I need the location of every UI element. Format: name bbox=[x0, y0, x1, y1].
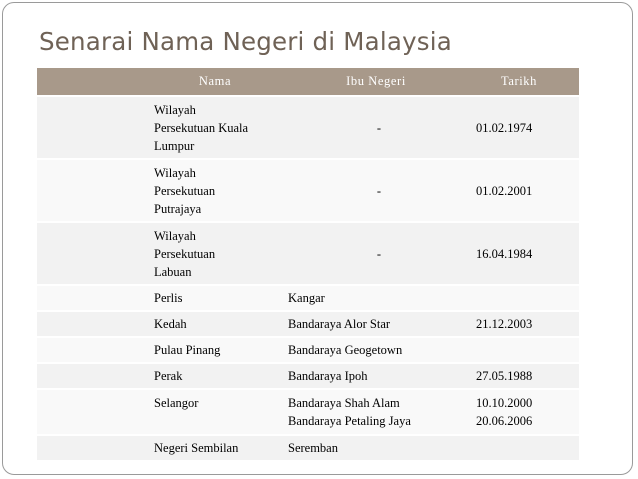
cell-nama: Perak bbox=[154, 369, 183, 383]
cell-text: Wilayah bbox=[154, 228, 196, 243]
cell-tarikh bbox=[470, 337, 579, 363]
cell-ibu-negeri: Bandaraya Alor Star bbox=[288, 317, 391, 331]
header-blank-cell bbox=[37, 68, 148, 96]
header-ibu-negeri: Ibu Negeri bbox=[282, 68, 470, 96]
cell-tarikh: 27.05.1988 bbox=[476, 369, 533, 383]
cell-nama: Pulau Pinang bbox=[154, 343, 221, 357]
cell-text: Persekutuan Kuala bbox=[154, 120, 249, 135]
table-row bbox=[37, 389, 579, 435]
cell-nama: Negeri Sembilan bbox=[154, 441, 239, 455]
blank-cell bbox=[37, 159, 148, 222]
cell-nama: Selangor bbox=[154, 396, 199, 410]
cell-text: Bandaraya Petaling Jaya bbox=[288, 414, 411, 428]
header-tarikh: Tarikh bbox=[470, 68, 579, 96]
cell-ibu-negeri: Kangar bbox=[288, 291, 325, 305]
cell-text: Putrajaya bbox=[154, 201, 202, 216]
blank-cell bbox=[37, 311, 148, 337]
cell-tarikh: 21.12.2003 bbox=[476, 317, 533, 331]
table-row bbox=[37, 285, 579, 311]
table-row bbox=[37, 311, 579, 337]
cell-ibu-negeri: Bandaraya Geogetown bbox=[288, 343, 403, 357]
cell-text: Labuan bbox=[154, 264, 192, 279]
blank-cell bbox=[37, 222, 148, 285]
table-row bbox=[37, 363, 579, 389]
cell-text: Wilayah bbox=[154, 102, 196, 117]
blank-cell bbox=[37, 389, 148, 435]
cell-ibu-negeri: - bbox=[376, 246, 382, 261]
cell-ibu-negeri bbox=[282, 389, 470, 435]
blank-cell bbox=[37, 96, 148, 159]
blank-cell bbox=[37, 363, 148, 389]
blank-cell bbox=[37, 337, 148, 363]
table-row bbox=[37, 435, 579, 461]
cell-tarikh bbox=[470, 389, 579, 435]
blank-cell bbox=[37, 435, 148, 461]
table-row bbox=[37, 222, 579, 285]
slide-title: Senarai Nama Negeri di Malaysia bbox=[39, 27, 452, 56]
blank-cell bbox=[37, 285, 148, 311]
cell-tarikh: 01.02.2001 bbox=[476, 183, 533, 198]
cell-text: Bandaraya Shah Alam bbox=[288, 396, 400, 410]
header-nama: Nama bbox=[148, 68, 282, 96]
table-row bbox=[37, 337, 579, 363]
table-header-row bbox=[37, 68, 579, 96]
cell-ibu-negeri: - bbox=[376, 183, 382, 198]
cell-nama: Kedah bbox=[154, 317, 187, 331]
slide bbox=[2, 2, 633, 475]
cell-ibu-negeri: - bbox=[376, 120, 382, 135]
cell-text: 10.10.2000 bbox=[476, 396, 533, 410]
cell-text: 20.06.2006 bbox=[476, 414, 533, 428]
cell-tarikh bbox=[470, 285, 579, 311]
cell-tarikh bbox=[470, 435, 579, 461]
cell-nama bbox=[148, 159, 282, 222]
cell-tarikh: 01.02.1974 bbox=[476, 120, 533, 135]
table-row bbox=[37, 96, 579, 159]
cell-text: Persekutuan bbox=[154, 246, 216, 261]
cell-text: Lumpur bbox=[154, 138, 195, 153]
table-row bbox=[37, 159, 579, 222]
cell-nama bbox=[148, 96, 282, 159]
cell-tarikh: 16.04.1984 bbox=[476, 246, 533, 261]
cell-nama: Perlis bbox=[154, 291, 183, 305]
cell-ibu-negeri: Seremban bbox=[288, 441, 338, 455]
cell-text: Persekutuan bbox=[154, 183, 216, 198]
cell-ibu-negeri: Bandaraya Ipoh bbox=[288, 369, 368, 383]
cell-text: Wilayah bbox=[154, 165, 196, 180]
states-table bbox=[37, 68, 579, 462]
cell-nama bbox=[148, 222, 282, 285]
